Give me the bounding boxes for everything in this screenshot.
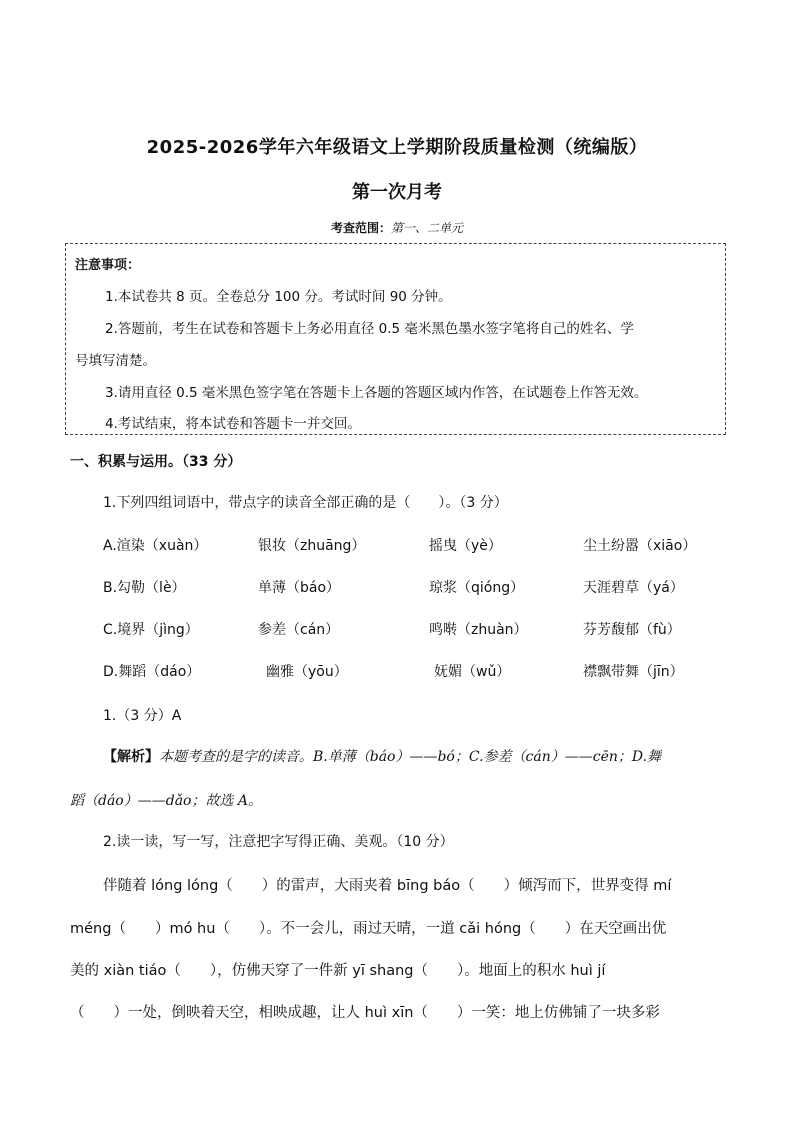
question-2-line: méng（ ）mó hu（ ）。不一会儿，雨过天晴，一道 cǎi hóng（ ）在天空画出优 xyxy=(70,921,667,937)
option-a-4: 尘土纷嚣（xiāo） xyxy=(583,538,697,554)
option-d-2: 幽雅（yōu） xyxy=(266,664,348,680)
question-1-stem: 1.下列四组词语中，带点字的读音全部正确的是（ ）。（3 分） xyxy=(103,495,508,511)
option-b-2: 单薄（báo） xyxy=(258,580,341,596)
section-heading: 一、积累与运用。（33 分） xyxy=(70,454,242,470)
option-c-3: 鸣啭（zhuàn） xyxy=(429,622,528,638)
notice-heading: 注意事项： xyxy=(75,258,141,273)
option-c-4: 芬芳馥郁（fù） xyxy=(583,622,681,638)
option-d-1: D.舞蹈（dáo） xyxy=(103,664,201,680)
option-a-2: 银妆（zhuāng） xyxy=(258,538,366,554)
notice-line: 2.答题前，考生在试卷和答题卡上务必用直径 0.5 毫米黑色墨水签字笔将自己的姓名、学 xyxy=(105,321,634,337)
option-c-1: C.境界（jìng） xyxy=(103,622,199,638)
notice-box xyxy=(65,243,726,435)
option-b-3: 琼浆（qióng） xyxy=(429,580,525,596)
question-1-analysis-cont xyxy=(70,790,262,810)
exam-title: 2025-2026学年六年级语文上学期阶段质量检测（统编版） xyxy=(146,137,648,158)
option-a-3: 摇曳（yè） xyxy=(429,538,502,554)
question-1-answer: 1.（3 分）A xyxy=(103,708,182,724)
exam-subtitle: 第一次月考 xyxy=(352,182,442,203)
notice-line: 4.考试结束，将本试卷和答题卡一并交回。 xyxy=(105,416,361,432)
question-2-line: 美的 xiàn tiáo（ ），仿佛天穿了一件新 yī shang（ ）。地面上的积水 huì jí xyxy=(70,963,606,979)
option-c-2: 参差（cán） xyxy=(258,622,340,638)
analysis-tag: 【解析】 xyxy=(103,749,159,765)
option-b-4: 天涯碧草（yá） xyxy=(583,580,684,596)
scope-label: 考查范围： xyxy=(330,221,391,235)
notice-line: 号填写清楚。 xyxy=(75,353,156,369)
option-d-4: 襟飘带舞（jīn） xyxy=(583,664,684,680)
analysis-text: 蹈（dáo）——dǎo；故选 A。 xyxy=(70,793,263,809)
option-b-1: B.勾勒（lè） xyxy=(103,580,186,596)
scope-value: 第一、二单元 xyxy=(391,221,464,235)
analysis-text: 本题考查的是字的读音。B.单薄（báo）——bó；C.参差（cán）——cēn；D.舞 xyxy=(159,749,662,765)
option-a-1: A.渲染（xuàn） xyxy=(103,538,208,554)
question-2-line: 伴随着 lóng lóng（ ）的雷声，大雨夹着 bīng báo（ ）倾泻而下，世界变得 mí xyxy=(103,878,672,894)
question-2-stem: 2.读一读，写一写，注意把字写得正确、美观。（10 分） xyxy=(103,834,454,850)
option-d-3: 妩媚（wǔ） xyxy=(434,664,511,680)
exam-scope xyxy=(0,219,794,236)
notice-line: 1.本试卷共 8 页。全卷总分 100 分。考试时间 90 分钟。 xyxy=(105,289,452,305)
question-2-line: （ ）一处，倒映着天空，相映成趣，让人 huì xīn（ ）一笑：地上仿佛铺了一块多彩 xyxy=(70,1005,660,1021)
notice-line: 3.请用直径 0.5 毫米黑色签字笔在答题卡上各题的答题区域内作答，在试题卷上作答无效。 xyxy=(105,385,648,401)
question-1-analysis xyxy=(103,746,661,766)
